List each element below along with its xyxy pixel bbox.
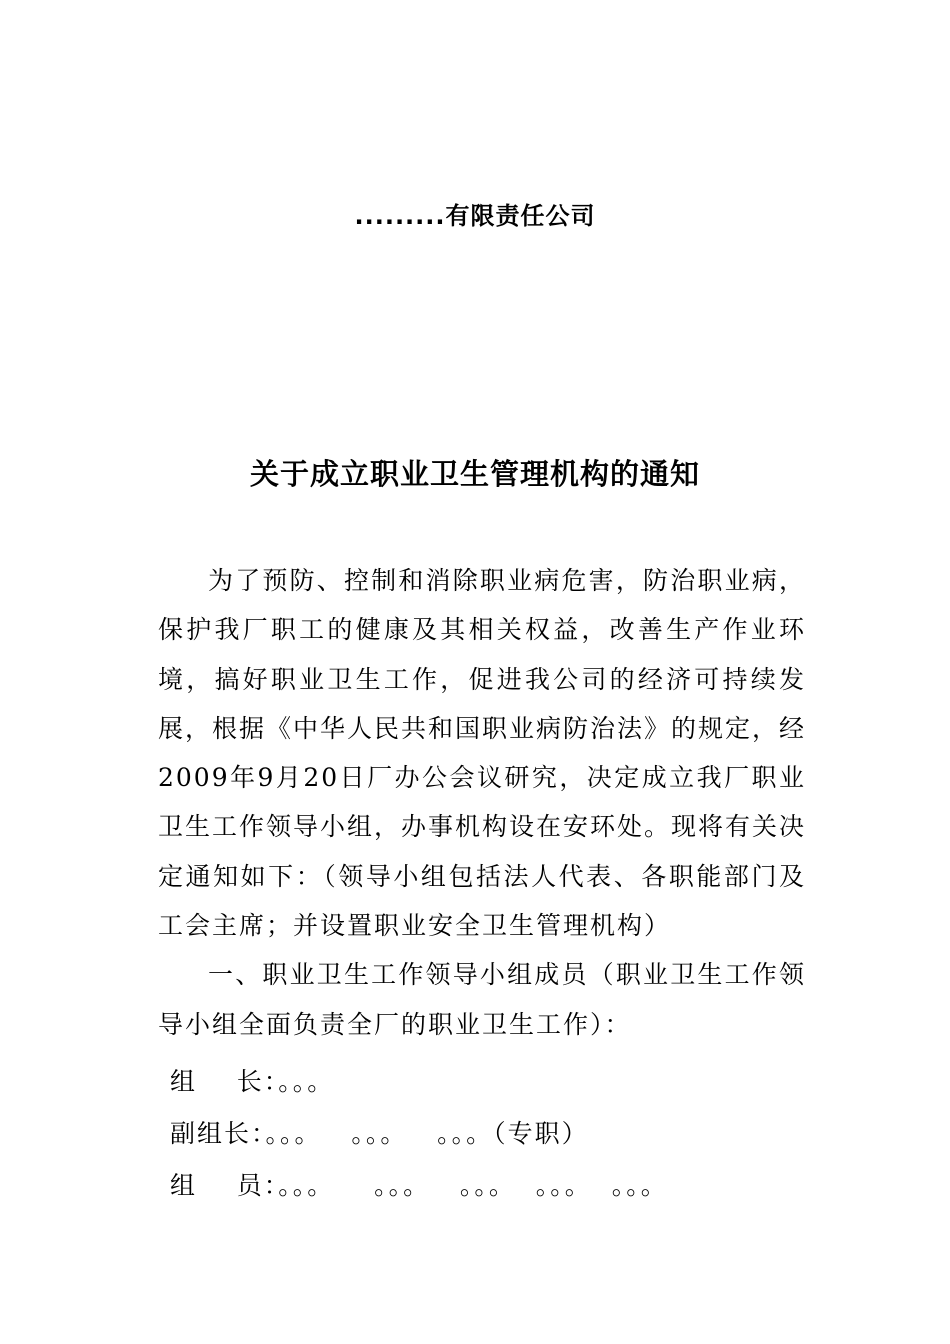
member-list <box>170 1056 810 1212</box>
notice-title: 关于成立职业卫生管理机构的通知 <box>249 457 700 491</box>
member-row-members: 组 员：。。。 。。。 。。。 。。。 。。。 <box>170 1171 668 1200</box>
notice-body <box>158 556 806 1049</box>
company-header: .........有限责任公司 <box>354 202 596 230</box>
intro-paragraph: 为了预防、控制和消除职业病危害，防治职业病，保护我厂职工的健康及其相关权益，改善生产作业环境，搞好职业卫生工作，促进我公司的经济可持续发展，根据《中华人民共和国职业病防治法》的规定，经2009年9月20日厂办公会议研究，决定成立我厂职业卫生工作领导小组，办事机构设在安环处。现将有关决定通知如下：（领导小组包括法人代表、各职能部门及工会主席；并设置职业安全卫生管理机构） <box>158 566 807 941</box>
member-row-deputy: 副组长：。。。 。。。 。。。（专职） <box>170 1119 589 1148</box>
section-one-paragraph: 一、职业卫生工作领导小组成员（职业卫生工作领导小组全面负责全厂的职业卫生工作）： <box>158 960 806 1039</box>
member-row-leader: 组 长：。。。 <box>170 1067 335 1096</box>
